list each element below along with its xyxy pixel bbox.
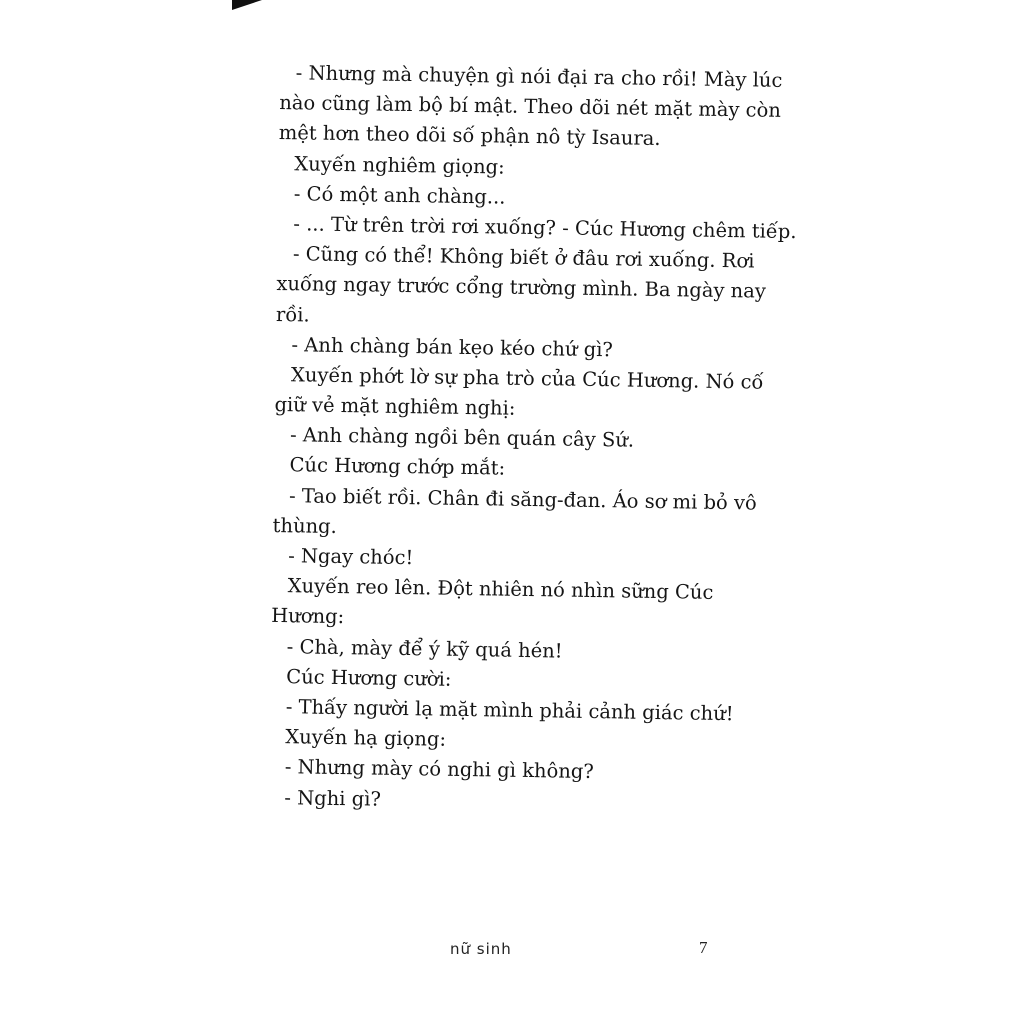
body-text: [268, 58, 797, 820]
text-line: thùng.: [272, 513, 338, 538]
text-line: rồi.: [275, 302, 310, 326]
text-line: - Có một anh chàng...: [293, 181, 506, 209]
text-line: xuống ngay trước cổng trường mình. Ba ngày nay: [276, 272, 767, 303]
text-line: giữ vẻ mặt nghiêm nghị:: [274, 393, 516, 420]
text-line: - Nghi gì?: [284, 785, 382, 811]
text-line: - Ngay chóc!: [288, 544, 414, 570]
text-line: - Thấy người lạ mặt mình phải cảnh giác chứ!: [285, 695, 734, 726]
text-line: Cúc Hương cười:: [286, 664, 452, 691]
text-line: - ... Từ trên trời rơi xuống? - Cúc Hương chêm tiếp.: [293, 212, 797, 244]
corner-mark: [232, 0, 262, 10]
text-line: Cúc Hương chớp mắt:: [289, 453, 506, 481]
text-line: Xuyến reo lên. Đột nhiên nó nhìn sững Cúc: [287, 574, 714, 605]
text-line: - Anh chàng ngồi bên quán cây Sứ.: [289, 423, 635, 452]
text-line: - Cũng có thể! Không biết ở đâu rơi xuống. Rơi: [292, 242, 755, 273]
text-line: - Tao biết rồi. Chân đi săng-đan. Áo sơ mi bỏ vô: [288, 483, 757, 515]
running-footer-title: nữ sinh: [450, 940, 512, 958]
text-line: - Anh chàng bán kẹo kéo chứ gì?: [291, 332, 614, 361]
page-number: 7: [699, 938, 708, 957]
text-line: mệt hơn theo dõi số phận nô tỳ Isaura.: [278, 121, 661, 151]
text-line: - Nhưng mà chuyện gì nói đại ra cho rồi! Mày lúc: [295, 61, 783, 92]
text-line: nào cũng làm bộ bí mật. Theo dõi nét mặt mày còn: [279, 91, 782, 123]
text-line: Xuyến phớt lờ sự pha trò của Cúc Hương. Nó cố: [290, 363, 764, 394]
text-line: Xuyến hạ giọng:: [285, 725, 447, 751]
text-line: Xuyến nghiêm giọng:: [294, 151, 505, 179]
text-line: Hương:: [271, 604, 345, 629]
text-line: - Nhưng mày có nghi gì không?: [284, 755, 594, 784]
text-line: - Chà, mày để ý kỹ quá hén!: [286, 634, 563, 663]
